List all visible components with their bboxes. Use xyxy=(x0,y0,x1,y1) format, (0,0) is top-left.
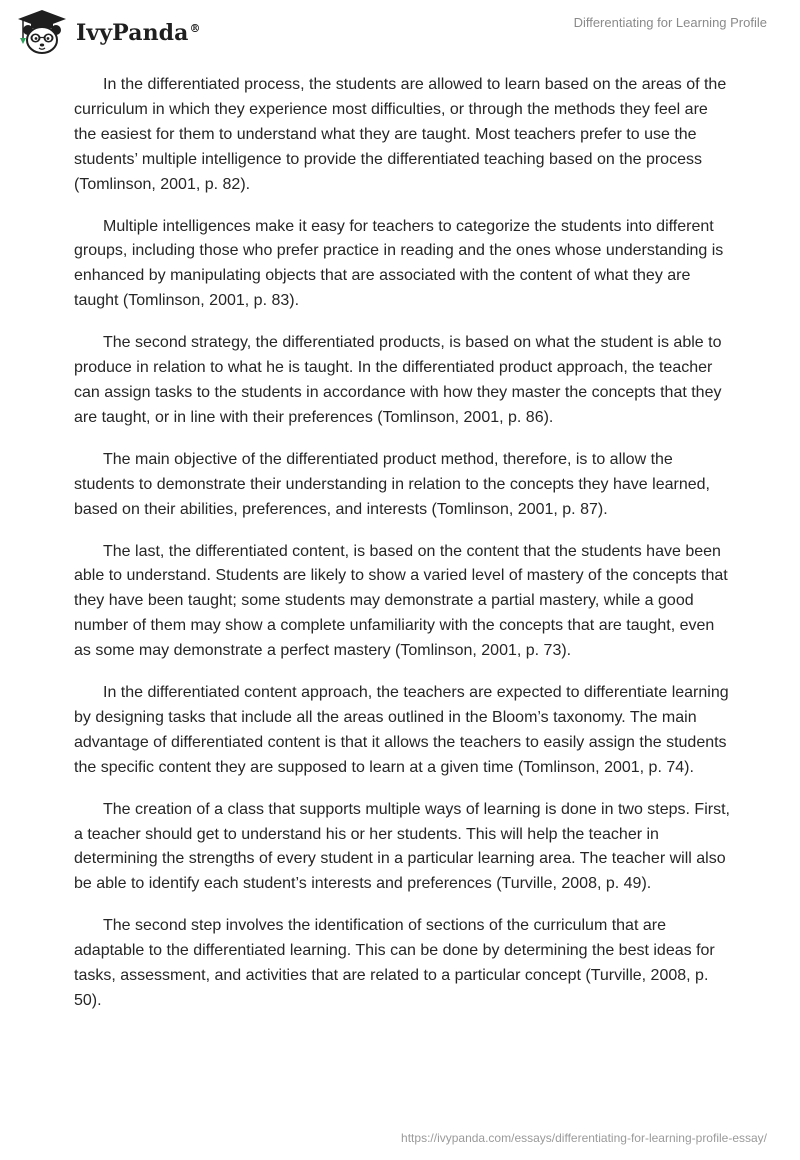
paragraph: The last, the differentiated content, is based on the content that the students have been able to understand. Students are likely to show a varied level of mastery of the concepts that they have been taught; some students may demonstrate a partial mastery, while a good number of them may show a complete unfamiliarity with the concepts that are taught, even as some may demonstrate a perfect mastery (Tomlinson, 2001, p. 73). xyxy=(74,542,728,660)
panda-graduate-icon xyxy=(14,8,70,56)
paragraph: The main objective of the differentiated product method, therefore, is to allow the students to demonstrate their understanding in relation to the concepts they have learned, based on their abilities, preferences, and interests (Tomlinson, 2001, p. 87). xyxy=(74,450,710,518)
essay-body xyxy=(74,73,734,1031)
logo-wordmark xyxy=(76,20,201,46)
paragraph: Multiple intelligences make it easy for teachers to categorize the students into different groups, including those who prefer practice in reading and the ones whose understanding is enhanced by manipulating objects that are associated with the content of what they are taught (Tomlinson, 2001, p. 83). xyxy=(74,217,724,310)
registered-mark: ® xyxy=(189,21,201,35)
page-header xyxy=(0,0,800,60)
paragraph: In the differentiated content approach, the teachers are expected to differentiate learning by designing tasks that include all the areas outlined in the Bloom’s taxonomy. The main advantage of differentiated content is that it allows the teachers to easily assign the students the specific content they are supposed to learn at a given time (Tomlinson, 2001, p. 74). xyxy=(74,684,729,776)
paragraph: In the differentiated process, the students are allowed to learn based on the areas of the curriculum in which they experience most difficulties, or through the methods they feel are the easiest for them to understand what they are taught. Most teachers prefer to use the students’ multiple intelligence to provide the differentiated teaching based on the process (Tomlinson, 2001, p. 82). xyxy=(74,76,727,193)
ivypanda-logo[interactable] xyxy=(14,8,201,56)
running-title: Differentiating for Learning Profile xyxy=(573,15,767,30)
source-url[interactable]: https://ivypanda.com/essays/differentiating-for-learning-profile-essay/ xyxy=(401,1131,767,1145)
paragraph: The second step involves the identification of sections of the curriculum that are adaptable to the differentiated learning. This can be done by determining the best ideas for tasks, assessment, and activities that are related to a particular concept (Turville, 2008, p. 50). xyxy=(74,917,715,1009)
paragraph: The creation of a class that supports multiple ways of learning is done in two steps. First, a teacher should get to understand his or her students. This will help the teacher in determining the strengths of every student in a particular learning area. The teacher will also be able to identify each student’s interests and preferences (Turville, 2008, p. 49). xyxy=(74,800,730,893)
logo-name: IvyPanda xyxy=(76,20,189,46)
paragraph: The second strategy, the differentiated products, is based on what the student is able to produce in relation to what he is taught. In the differentiated product approach, the teacher can assign tasks to the students in accordance with how they master the concepts that they are taught, or in line with their preferences (Tomlinson, 2001, p. 86). xyxy=(74,334,722,426)
